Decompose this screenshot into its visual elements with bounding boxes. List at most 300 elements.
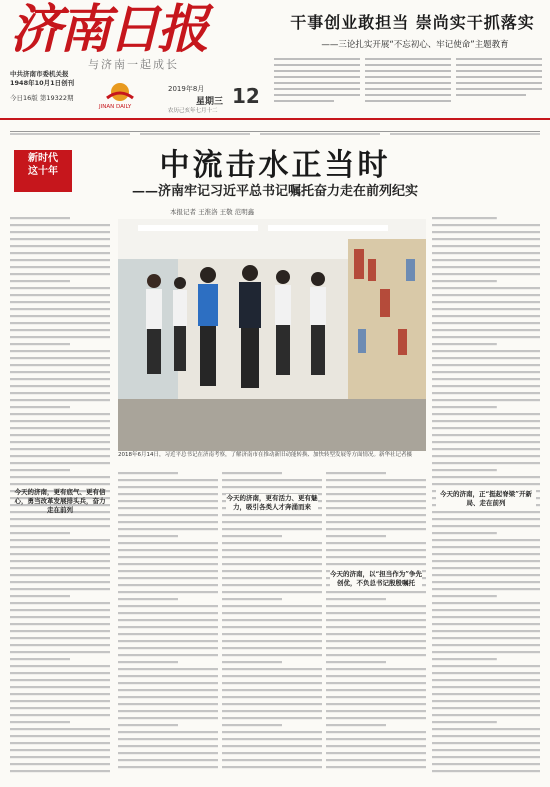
column-tag-line2: 这十年 (28, 166, 58, 177)
text-line (432, 735, 540, 737)
text-line (432, 700, 540, 702)
text-line (326, 535, 386, 537)
masthead-subtitle: 与济南一起成长 (88, 58, 179, 71)
text-line (222, 661, 282, 663)
text-line (118, 528, 218, 530)
text-line (118, 591, 218, 593)
text-line (326, 528, 426, 530)
text-line (118, 535, 178, 537)
text-line (326, 500, 426, 502)
text-line (432, 560, 540, 562)
text-line (432, 413, 540, 415)
text-line (326, 731, 426, 733)
text-line (222, 542, 322, 544)
text-line (10, 287, 110, 289)
text-line (118, 703, 218, 705)
text-line (432, 539, 540, 541)
text-line (10, 560, 110, 562)
date-weekday: 星期三 (196, 97, 224, 107)
text-lines-graphic (222, 470, 322, 775)
text-line (222, 724, 282, 726)
text-line (222, 612, 322, 614)
text-line (10, 224, 110, 226)
text-line (432, 665, 540, 667)
text-line (432, 343, 497, 345)
text-line (10, 434, 110, 436)
text-line (432, 350, 540, 352)
text-line (432, 672, 540, 674)
text-line (222, 766, 322, 768)
text-line (10, 616, 110, 618)
text-line (10, 637, 110, 639)
text-line (10, 441, 110, 443)
text-line (10, 574, 110, 576)
text-line (10, 217, 70, 219)
text-line (118, 745, 218, 747)
text-line (222, 654, 322, 656)
text-line (222, 591, 322, 593)
text-line (10, 448, 110, 450)
text-line (118, 759, 218, 761)
text-line (432, 644, 540, 646)
masthead-divider (0, 118, 550, 120)
photo-caption: 2018年6月14日，习近平总书记在济南考察，了解济南市在推动新旧动能转换、加快转型发展等方面情况。新华社记者摄 (118, 452, 412, 458)
text-line (432, 245, 540, 247)
text-line (10, 630, 110, 632)
text-line (118, 675, 218, 677)
text-line (222, 731, 322, 733)
text-line (432, 574, 540, 576)
text-line (222, 521, 322, 523)
text-line (432, 623, 540, 625)
text-line (10, 672, 110, 674)
text-line (326, 675, 426, 677)
text-line (222, 570, 322, 572)
text-line (118, 633, 218, 635)
text-line (432, 756, 540, 758)
text-line (326, 472, 386, 474)
text-line (222, 584, 322, 586)
text-line (432, 301, 540, 303)
text-line (432, 595, 497, 597)
text-line (10, 252, 110, 254)
text-line (222, 759, 322, 761)
text-line (10, 455, 110, 457)
text-line (432, 406, 497, 408)
text-line (432, 476, 540, 478)
text-line (326, 661, 386, 663)
text-line (432, 308, 540, 310)
text-line (118, 654, 218, 656)
text-line (118, 710, 218, 712)
text-line (326, 759, 426, 761)
text-line (432, 287, 540, 289)
text-line (432, 427, 540, 429)
text-line (10, 483, 110, 485)
text-line (10, 742, 110, 744)
date-year-month: 2019年8月 (168, 85, 205, 93)
text-line (10, 322, 110, 324)
text-line (10, 343, 70, 345)
text-line (10, 329, 110, 331)
founding-line: 1948年10月1日创刊 (10, 79, 75, 87)
text-line (118, 507, 218, 509)
text-line (10, 392, 110, 394)
text-line (118, 724, 178, 726)
body-column-3 (222, 470, 322, 775)
text-line (432, 728, 540, 730)
text-line (222, 710, 322, 712)
article-callout-3: 今天的济南，以“担当作为”争先创优，不负总书记殷殷嘱托 (330, 570, 422, 587)
text-line (432, 455, 540, 457)
text-line (432, 399, 540, 401)
text-line (10, 231, 110, 233)
text-line (222, 675, 322, 677)
text-line (10, 308, 110, 310)
text-line (10, 728, 110, 730)
text-line (222, 528, 322, 530)
text-line (432, 371, 540, 373)
text-line (118, 696, 218, 698)
text-line (222, 626, 322, 628)
text-line (432, 329, 540, 331)
text-line (326, 605, 426, 607)
article-photo (118, 219, 426, 451)
publisher-info (10, 70, 92, 103)
text-line (10, 623, 110, 625)
text-line (432, 749, 540, 751)
top-banner-slogan: 干事创业敢担当 崇尚实干抓落实 (290, 13, 535, 32)
text-line (222, 633, 322, 635)
text-line (118, 738, 218, 740)
index-bar (10, 122, 540, 127)
text-line (432, 770, 540, 772)
text-line (10, 756, 110, 758)
text-line (10, 546, 110, 548)
text-line (432, 588, 540, 590)
text-line (432, 420, 540, 422)
text-line (10, 315, 110, 317)
text-line (222, 605, 322, 607)
text-line (326, 507, 426, 509)
text-line (432, 315, 540, 317)
text-line (10, 385, 110, 387)
text-line (326, 514, 426, 516)
text-line (10, 581, 110, 583)
text-line (10, 518, 110, 520)
text-line (118, 612, 218, 614)
text-line (326, 654, 426, 656)
text-line (10, 259, 110, 261)
text-line (432, 518, 540, 520)
text-line (10, 420, 110, 422)
text-line (10, 749, 110, 751)
text-line (432, 483, 540, 485)
text-lines-graphic (326, 470, 426, 775)
text-line (118, 556, 218, 558)
text-line (10, 294, 110, 296)
text-line (326, 647, 426, 649)
text-line (432, 581, 540, 583)
text-line (222, 738, 322, 740)
text-line (222, 486, 322, 488)
text-line (118, 584, 218, 586)
text-line (326, 738, 426, 740)
text-line (326, 493, 426, 495)
text-line (10, 588, 110, 590)
text-line (118, 486, 218, 488)
visit-photo-illustration (118, 219, 426, 451)
column-tag-line1: 新时代 (28, 153, 58, 164)
article-callout-2: 今天的济南，更有活力、更有魅力，吸引各类人才奔涌而来 (226, 494, 318, 511)
text-line (118, 598, 178, 600)
text-line (432, 714, 540, 716)
text-line (432, 462, 540, 464)
text-line (432, 693, 540, 695)
text-line (10, 364, 110, 366)
text-line (326, 542, 426, 544)
article-headline: 中流击水正当时 (159, 148, 391, 183)
text-line (432, 259, 540, 261)
text-columns-graphic (272, 54, 544, 116)
text-line (432, 280, 497, 282)
text-line (222, 577, 322, 579)
text-line (326, 703, 426, 705)
section-divider (10, 131, 540, 132)
text-line (10, 413, 110, 415)
text-line (326, 682, 426, 684)
text-line (10, 280, 70, 282)
text-line (432, 616, 540, 618)
text-line (10, 399, 110, 401)
text-line (326, 563, 426, 565)
text-line (432, 567, 540, 569)
text-line (222, 689, 322, 691)
text-line (326, 752, 426, 754)
text-line (10, 714, 110, 716)
text-line (118, 647, 218, 649)
text-line (432, 546, 540, 548)
text-line (10, 238, 110, 240)
text-line (222, 563, 322, 565)
logo-text: JINAN DAILY (99, 104, 132, 110)
text-line (432, 322, 540, 324)
text-line (432, 532, 497, 534)
text-line (432, 336, 540, 338)
text-line (10, 763, 110, 765)
text-line (10, 357, 110, 359)
text-line (118, 661, 178, 663)
text-line (10, 371, 110, 373)
top-banner-subtitle: ——三论扎实开展“不忘初心、牢记使命”主题教育 (321, 40, 509, 50)
article-callout-4: 今天的济南，正“挺起脊梁”开新局、走在前列 (436, 490, 536, 508)
text-line (326, 724, 386, 726)
text-line (326, 556, 426, 558)
text-line (118, 766, 218, 768)
masthead-title: 济南日报 (10, 0, 207, 60)
text-line (326, 619, 426, 621)
text-line (222, 696, 322, 698)
text-line (432, 525, 540, 527)
text-line (10, 476, 110, 478)
text-line (118, 563, 218, 565)
text-line (118, 731, 218, 733)
text-line (118, 626, 218, 628)
article-byline: 本报记者 王淮洛 王敬 范明鑫 (170, 208, 255, 216)
top-banner-columns (272, 54, 544, 116)
text-line (432, 721, 497, 723)
text-line (222, 717, 322, 719)
text-line (432, 658, 497, 660)
text-line (10, 462, 110, 464)
text-line (326, 717, 426, 719)
text-line (10, 665, 110, 667)
text-line (10, 539, 110, 541)
text-line (10, 686, 110, 688)
text-line (432, 378, 540, 380)
article-subheadline: ——济南牢记习近平总书记嘱托奋力走在前列纪实 (131, 184, 418, 199)
text-line (10, 658, 70, 660)
text-line (432, 224, 540, 226)
text-line (432, 217, 497, 219)
text-line (10, 721, 70, 723)
text-line (118, 717, 218, 719)
date-day: 12 (232, 84, 260, 108)
text-line (222, 556, 322, 558)
text-line (432, 742, 540, 744)
text-line (10, 770, 110, 772)
text-line (222, 514, 322, 516)
body-column-2 (118, 470, 218, 775)
text-line (326, 486, 426, 488)
text-line (10, 350, 110, 352)
text-line (432, 651, 540, 653)
text-line (326, 640, 426, 642)
text-line (10, 735, 110, 737)
text-line (432, 609, 540, 611)
text-line (326, 598, 386, 600)
newspaper-logo (97, 80, 143, 114)
text-line (118, 752, 218, 754)
text-line (10, 378, 110, 380)
text-line (118, 605, 218, 607)
text-line (10, 700, 110, 702)
index-bar-graphic (10, 132, 540, 137)
text-line (326, 766, 426, 768)
text-line (118, 549, 218, 551)
text-line (118, 472, 178, 474)
text-line (10, 595, 70, 597)
article-callout-1: 今天的济南，更有底气、更有信心，勇当改革发展排头兵，奋力走在前列 (14, 488, 106, 514)
text-line (432, 553, 540, 555)
text-line (432, 763, 540, 765)
text-line (432, 252, 540, 254)
text-line (432, 707, 540, 709)
text-line (222, 549, 322, 551)
text-line (432, 231, 540, 233)
text-line (10, 644, 110, 646)
text-line (432, 686, 540, 688)
text-line (10, 525, 110, 527)
text-line (222, 668, 322, 670)
text-line (118, 682, 218, 684)
text-line (222, 598, 282, 600)
text-line (222, 479, 322, 481)
text-line (432, 511, 540, 513)
date-box (168, 82, 260, 114)
text-line (10, 707, 110, 709)
text-line (10, 266, 110, 268)
text-line (326, 626, 426, 628)
text-line (10, 245, 110, 247)
text-line (118, 521, 218, 523)
text-line (432, 357, 540, 359)
text-line (118, 668, 218, 670)
text-line (432, 469, 497, 471)
text-line (432, 273, 540, 275)
text-line (10, 553, 110, 555)
date-lunar: 农历己亥年七月十二 (168, 108, 218, 114)
text-line (326, 745, 426, 747)
text-line (118, 493, 218, 495)
text-line (222, 535, 282, 537)
text-line (326, 668, 426, 670)
text-line (432, 238, 540, 240)
text-line (10, 602, 110, 604)
text-line (326, 633, 426, 635)
text-line (10, 273, 110, 275)
text-line (10, 427, 110, 429)
text-line (10, 567, 110, 569)
text-line (118, 577, 218, 579)
text-line (326, 612, 426, 614)
text-line (222, 752, 322, 754)
text-line (118, 514, 218, 516)
column-tag (14, 150, 72, 192)
text-line (118, 479, 218, 481)
text-line (118, 640, 218, 642)
text-line (432, 266, 540, 268)
text-line (432, 637, 540, 639)
text-line (118, 500, 218, 502)
text-line (222, 682, 322, 684)
text-line (10, 532, 70, 534)
text-line (432, 392, 540, 394)
issue-line: 今日16版 第19322期 (10, 94, 74, 102)
text-line (432, 294, 540, 296)
text-line (222, 472, 282, 474)
text-line (326, 549, 426, 551)
text-line (326, 521, 426, 523)
text-line (326, 479, 426, 481)
text-lines-graphic (118, 470, 218, 775)
text-line (432, 679, 540, 681)
text-line (10, 679, 110, 681)
text-line (118, 689, 218, 691)
publisher-line: 中共济南市委机关报 (10, 70, 69, 78)
text-line (432, 364, 540, 366)
text-line (10, 336, 110, 338)
text-line (326, 591, 426, 593)
text-line (432, 630, 540, 632)
text-line (222, 640, 322, 642)
text-line (432, 602, 540, 604)
body-column-4 (326, 470, 426, 775)
text-line (326, 696, 426, 698)
text-line (10, 469, 70, 471)
text-line (222, 703, 322, 705)
text-line (326, 689, 426, 691)
